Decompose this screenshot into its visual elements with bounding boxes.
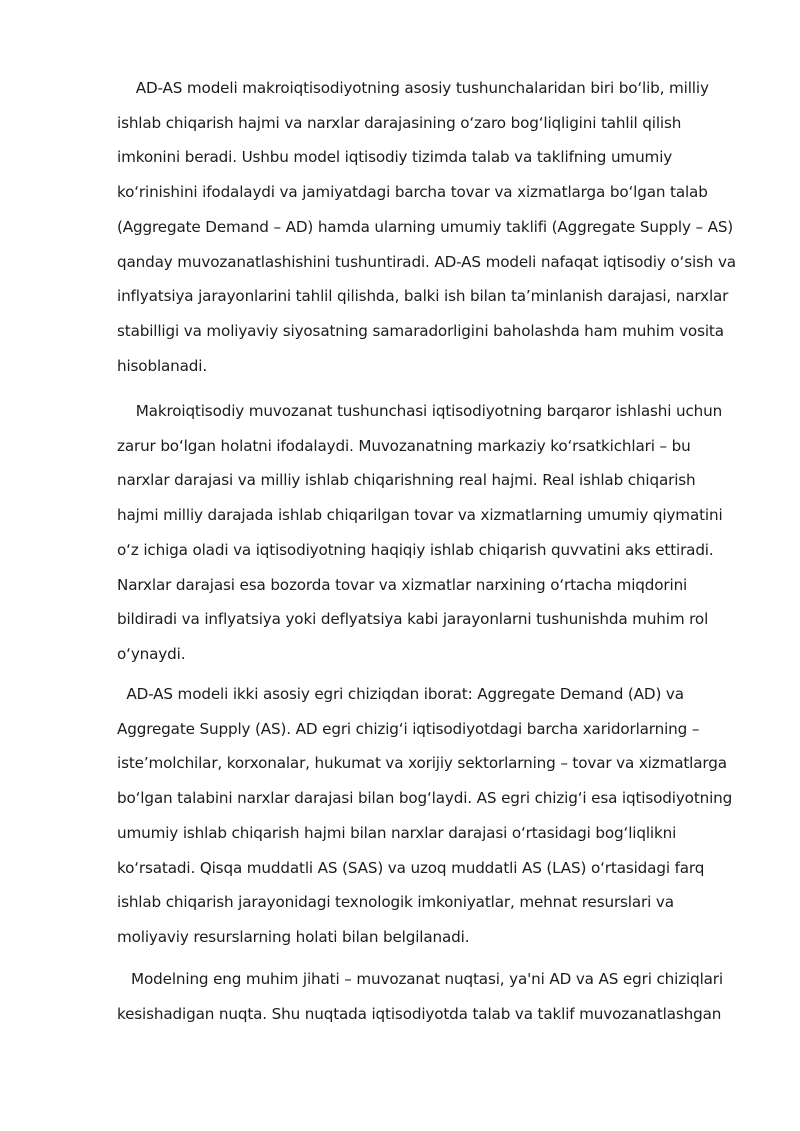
- text-line: AD-AS modeli ikki asosiy egri chiziqdan iborat: Aggregate Demand (AD) va: [126, 685, 684, 703]
- text-line: zarur bo‘lgan holatni ifodalaydi. Muvozanatning markaziy ko‘rsatkichlari – bu: [117, 436, 691, 455]
- text-line: o‘z ichiga oladi va iqtisodiyotning haqiqiy ishlab chiqarish quvvatini aks ettiradi.: [117, 540, 714, 559]
- paragraph-ad-as-curves: [117, 677, 749, 955]
- text-line: stabilligi va moliyaviy siyosatning samaradorligini baholashda ham muhim vosita: [117, 321, 724, 340]
- text-line: ko‘rinishini ifodalaydi va jamiyatdagi barcha tovar va xizmatlarga bo‘lgan talab: [117, 183, 708, 202]
- text-line: Narxlar darajasi esa bozorda tovar va xizmatlar narxining o‘rtacha miqdorini: [117, 575, 688, 594]
- paragraph-macro-equilibrium: [117, 394, 749, 672]
- paragraph-equilibrium-point: [117, 962, 749, 1031]
- text-line: moliyaviy resurslarning holati bilan belgilanadi.: [117, 927, 470, 946]
- text-line: qanday muvozanatlashishini tushuntiradi. AD-AS modeli nafaqat iqtisodiy o‘sish va: [117, 252, 736, 271]
- text-line: bildiradi va inflyatsiya yoki deflyatsiya kabi jarayonlarni tushunishda muhim rol: [117, 610, 709, 629]
- text-line: Aggregate Supply (AS). AD egri chizig‘i iqtisodiyotdagi barcha xaridorlarning –: [117, 719, 700, 738]
- text-line: (Aggregate Demand – AD) hamda ularning umumiy taklifi (Aggregate Supply – AS): [117, 217, 734, 236]
- text-line: AD-AS modeli makroiqtisodiyotning asosiy tushunchalaridan biri bo‘lib, milliy: [135, 79, 709, 97]
- text-line: narxlar darajasi va milliy ishlab chiqarishning real hajmi. Real ishlab chiqarish: [117, 471, 696, 490]
- text-line: ishlab chiqarish jarayonidagi texnologik imkoniyatlar, mehnat resurslari va: [117, 893, 674, 912]
- text-line: imkonini beradi. Ushbu model iqtisodiy tizimda talab va taklifning umumiy: [117, 148, 673, 167]
- text-line: hajmi milliy darajada ishlab chiqarilgan tovar va xizmatlarning umumiy qiymatini: [117, 506, 723, 525]
- text-line: inflyatsiya jarayonlarini tahlil qilishda, balki ish bilan ta’minlanish darajasi, narxlar: [117, 287, 729, 306]
- text-line: kesishadigan nuqta. Shu nuqtada iqtisodiyotda talab va taklif muvozanatlashgan: [117, 1004, 722, 1023]
- text-line: Makroiqtisodiy muvozanat tushunchasi iqtisodiyotning barqaror ishlashi uchun: [135, 402, 723, 420]
- paragraph-ad-as-intro: [117, 71, 749, 383]
- text-line: Modelning eng muhim jihati – muvozanat nuqtasi, ya'ni AD va AS egri chiziqlari: [131, 970, 723, 988]
- text-line: ishlab chiqarish hajmi va narxlar darajasining o‘zaro bog‘liqligini tahlil qilish: [117, 113, 682, 132]
- text-line: hisoblanadi.: [117, 356, 208, 375]
- text-line: o‘ynaydi.: [117, 644, 186, 663]
- text-line: iste’molchilar, korxonalar, hukumat va xorijiy sektorlarning – tovar va xizmatlarga: [117, 754, 727, 773]
- text-line: bo‘lgan talabini narxlar darajasi bilan bog‘laydi. AS egri chizig‘i esa iqtisodiyotning: [117, 789, 733, 808]
- text-line: ko‘rsatadi. Qisqa muddatli AS (SAS) va uzoq muddatli AS (LAS) o‘rtasidagi farq: [117, 858, 705, 877]
- text-line: umumiy ishlab chiqarish hajmi bilan narxlar darajasi o‘rtasidagi bog‘liqlikni: [117, 823, 677, 842]
